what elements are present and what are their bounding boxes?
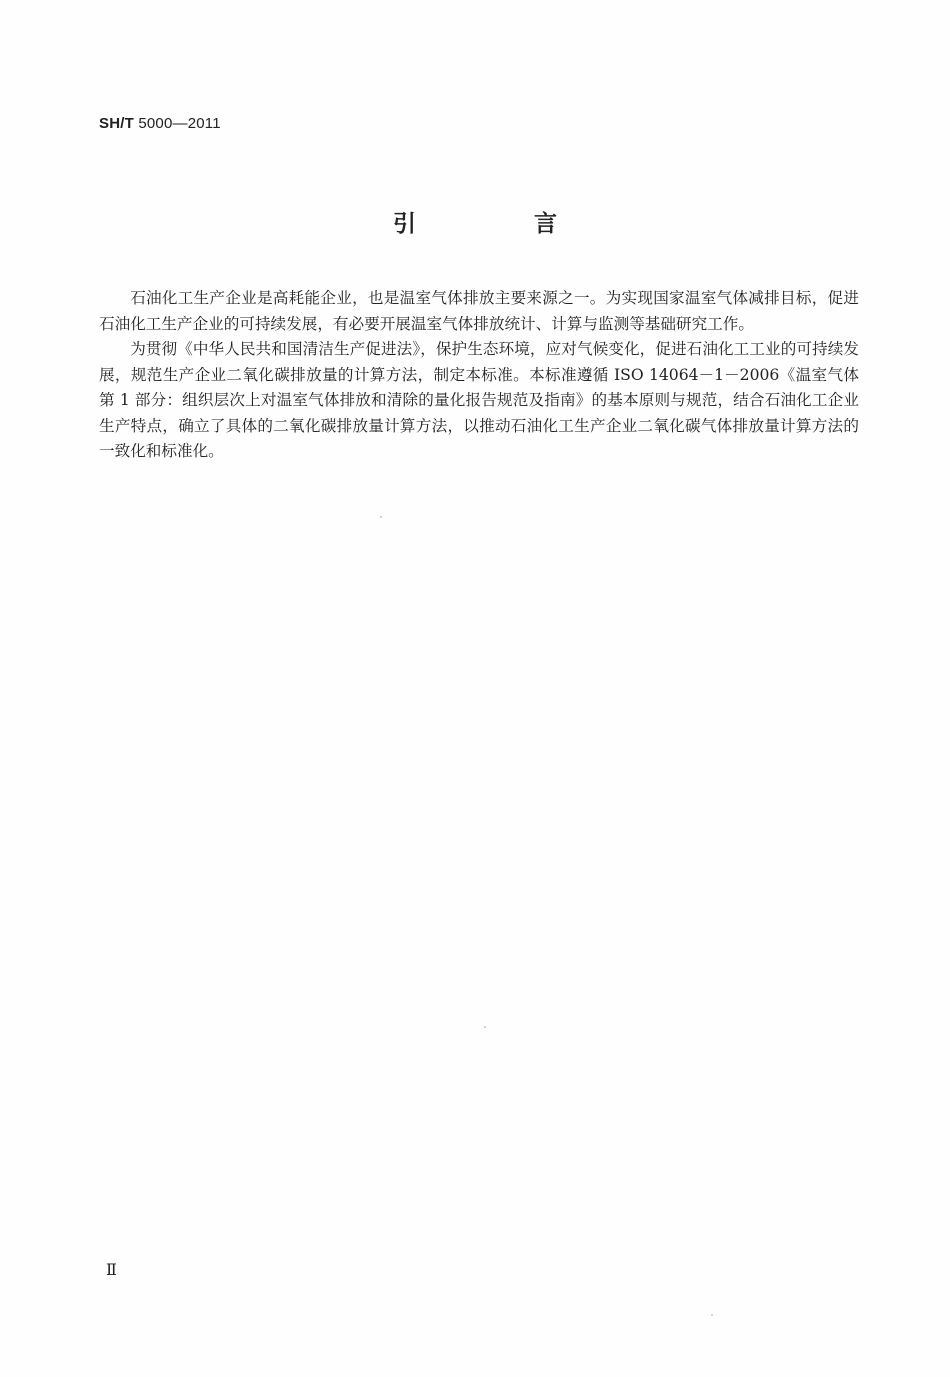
page-title: 引 言 [392,211,612,237]
document-code-prefix: SH/T [99,115,134,132]
scan-speck [484,1026,486,1028]
document-code [99,115,221,132]
paragraph-2: 为贯彻《中华人民共和国清洁生产促进法》，保护生态环境，应对气候变化，促进石油化工工业的可持续发展，规范生产企业二氧化碳排放量的计算方法，制定本标准。本标准遵循 ISO 14064－1－2006《温室气体 第 1 部分：组织层次上对温室气体排放和清除的量化报告规范及指南》的基本原则与规范，结合石油化工企业生产特点，确立了具体的二氧化碳排放量计算方法，以推动石油化工生产企业二氧化碳气体排放量计算方法的一致化和标准化。 [99,340,875,460]
scan-speck [380,516,382,518]
page-number: Ⅱ [106,1262,117,1279]
scan-speck [711,1314,713,1316]
paragraph-1: 石油化工生产企业是高耗能企业，也是温室气体排放主要来源之一。为实现国家温室气体减排目标，促进石油化工生产企业的可持续发展，有必要开展温室气体排放统计、计算与监测等基础研究工作。 [99,289,859,333]
introduction-body [99,286,875,465]
document-code-number: 5000—2011 [138,115,221,132]
